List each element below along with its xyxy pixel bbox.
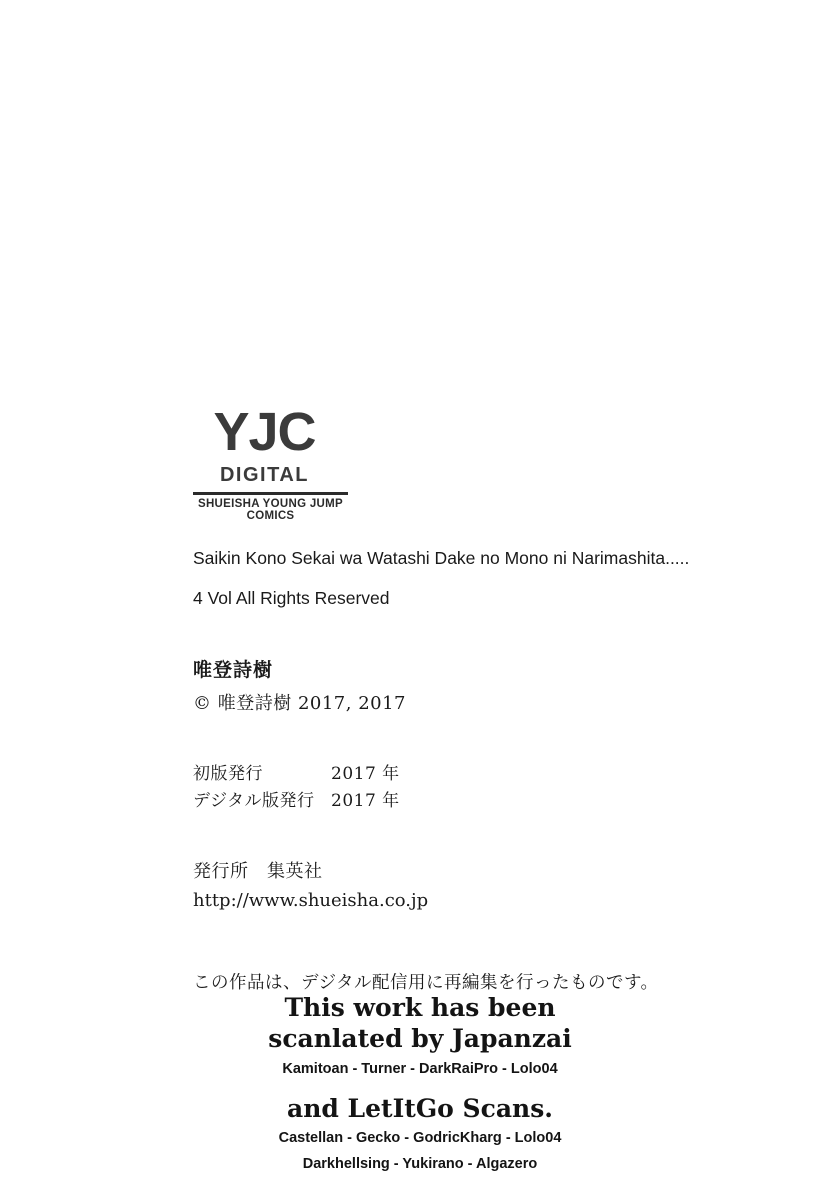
scanlation-credits — [0, 993, 840, 1174]
logo-imprint-text: SHUEISHA YOUNG JUMP COMICS — [197, 498, 343, 522]
note-text: この作品は、デジタル配信用に再編集を行ったものです。 — [193, 972, 659, 993]
author-name: 唯登詩樹 — [193, 658, 274, 681]
date-value-first-edition: 2017 年 — [331, 764, 400, 785]
author-block — [193, 658, 793, 718]
date-row — [193, 761, 793, 788]
date-row — [193, 788, 793, 815]
credit-line-2: scanlated by Japanzai — [268, 1023, 572, 1053]
logo-digital-text: DIGITAL — [219, 464, 309, 486]
publisher-block — [193, 858, 793, 914]
credit-names-group-1: Kamitoan - Turner - DarkRaiPro - Lolo04 — [282, 1061, 558, 1077]
colophon-text-block — [193, 545, 793, 996]
digital-edition-note — [193, 970, 793, 996]
title-romaji: Saikin Kono Sekai wa Watashi Dake no Mono ni Narimashita..... — [193, 548, 690, 568]
logo-divider — [193, 492, 348, 495]
credit-names-group-3: Darkhellsing - Yukirano - Algazero — [302, 1155, 538, 1172]
date-value-digital-edition: 2017 年 — [331, 791, 400, 812]
date-label-first-edition: 初版発行 — [193, 764, 263, 785]
copyright-notice: © 唯登詩樹 2017, 2017 — [193, 693, 407, 715]
credit-line-3: and LetItGo Scans. — [287, 1093, 553, 1123]
publisher-name: 発行所 集英社 — [193, 860, 323, 882]
logo-yjc-text: YJC — [213, 402, 316, 462]
publication-dates — [193, 761, 793, 815]
publisher-url[interactable]: http://www.shueisha.co.jp — [193, 889, 429, 911]
publisher-logo — [193, 402, 493, 522]
credit-line-1: This work has been — [284, 993, 556, 1022]
volume-rights: 4 Vol All Rights Reserved — [193, 588, 390, 609]
credit-names-group-2: Castellan - Gecko - GodricKharg - Lolo04 — [278, 1130, 562, 1147]
date-label-digital-edition: デジタル版発行 — [193, 791, 315, 812]
